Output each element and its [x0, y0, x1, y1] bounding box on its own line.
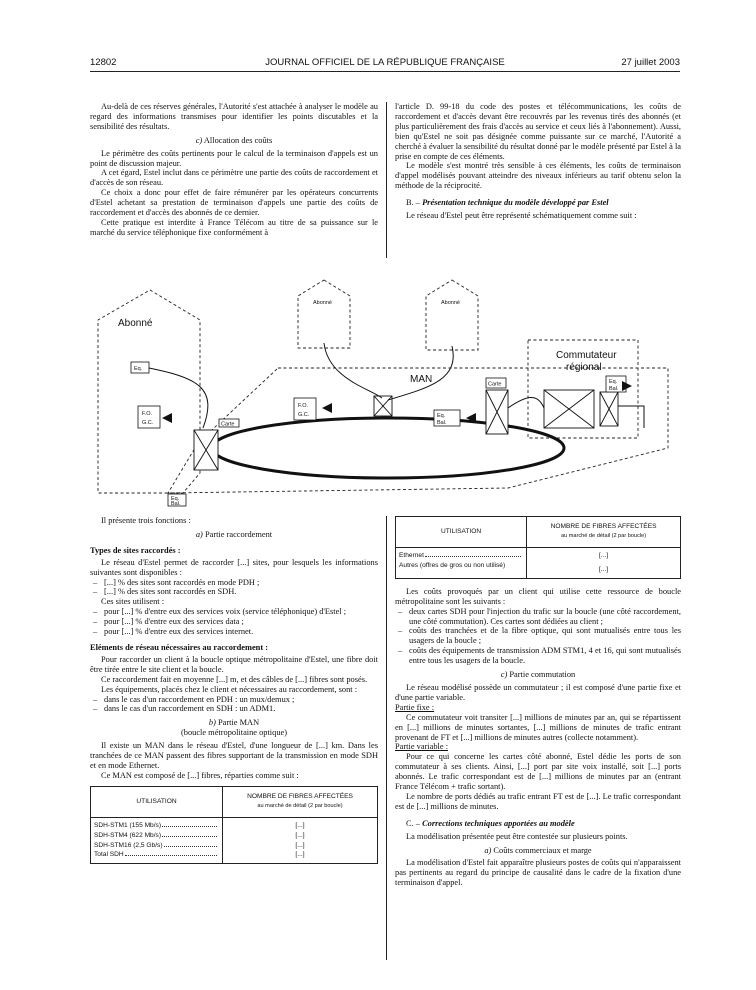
copper-link [324, 343, 382, 398]
list-item: – coûts des équipements de transmission ADM STM1, 4 et 16, qui sont mutualisés entre tous les usagers de la boucle. [395, 646, 681, 666]
paragraph: Les équipements, placés chez le client et nécessaires au raccordement, sont : [101, 684, 358, 694]
table-header [223, 786, 378, 817]
top-left-column [90, 102, 378, 238]
label-eq: Eq. [134, 366, 143, 372]
label-eq: Eq. [437, 413, 446, 419]
subheading-text: Partie commutation [509, 670, 576, 680]
subheading [395, 846, 681, 856]
paragraph: Pour ce qui concerne les cartes côté abonné, Estel dédie les ports de son commutateur à ses clients. Ainsi, [...] port par site voix installé, soit [...] ports abonnés. Le trafic correspondant est de [...] millions de minutes par an (entrant France Télécom + trafic sortant). [395, 752, 681, 792]
paragraph: Les coûts provoqués par un client qui utilise cette ressource de boucle métropolitaine sont les suivants : [395, 586, 681, 606]
label-gc: G.C. [142, 420, 154, 426]
list-item: – dans le cas d'un raccordement en PDH : un mux/demux ; [90, 695, 378, 705]
section-heading [395, 198, 681, 208]
fiber-table [395, 516, 681, 579]
paragraph: Ce MAN est composé de [...] fibres, réparties comme suit : [101, 770, 299, 780]
section-title: Corrections techniques apportées au modèle [422, 818, 575, 828]
table-header-main: NOMBRE DE FIBRES AFFECTÉES [247, 792, 353, 800]
list-item: – pour [...] % d'entre eux des services internet. [90, 627, 378, 637]
bold-heading: Types de sites raccordés : [90, 545, 181, 555]
copper-link [388, 346, 453, 400]
paragraph: Le réseau d'Estel permet de raccorder [...] sites, pour lesquels les informations suivantes sont disponibles : [90, 557, 378, 577]
paragraph: Ce choix a donc pour effet de faire rémunérer par les opérateurs concurrents d'Estel achetant sa prestation de terminaison d'appels une partie des coûts de raccordement et d'accès des abonnés de ce dernier. [90, 188, 378, 218]
row-label: SDH-STM4 (622 Mb/s) [94, 831, 162, 839]
column-rule [386, 102, 387, 258]
label-fo: F.O. [298, 403, 309, 409]
table-header-main: NOMBRE DE FIBRES AFFECTÉES [550, 523, 657, 531]
label-abonne-small: Abonné [313, 300, 332, 306]
table-cell [223, 817, 378, 864]
label-regional: régional [566, 362, 602, 373]
paragraph: Le nombre de ports dédiés au trafic entrant FT est de [...]. Le trafic correspondant est de [...] millions de minutes. [395, 791, 681, 811]
column-rule [386, 516, 387, 960]
list-item: – [...] % des sites sont raccordés en SDH. [90, 587, 378, 597]
label-eq: Eq. [171, 496, 180, 502]
label-gc: G.C. [298, 412, 310, 418]
paragraph: l'article D. 99-18 du code des postes et télécommunications, les coûts de raccordement et d'accès devant être recouvrés par les revenus tirés des abonnés (et plus particulièrement des frais d'accès au service et ceux liés à l'abonnement). Aussi, bien qu'Estel ne soit pas désignée comme puissante sur ce marché, l'Autorité a cherché à évaluer la sensibilité du résultat donné par le modèle présenté par Estel à la prise en compte de ces éléments. [395, 102, 681, 161]
paragraph: Le réseau d'Estel peut être représenté schématiquement comme suit : [406, 211, 637, 221]
paragraph: Cette pratique est interdite à France Télécom au titre de sa puissance sur le marché du service téléphonique fixe conformément à [90, 217, 378, 237]
underlined-label: Partie fixe : [395, 702, 435, 712]
paragraph: La modélisation présentée peut être contestée sur plusieurs points. [406, 831, 628, 841]
list-item: – coûts des tranchées et de la fibre optique, qui sont mutualisés entre tous les usagers de la boucle ; [395, 626, 681, 646]
label-man: MAN [410, 374, 433, 385]
label-bal: Bal. [609, 386, 619, 392]
arrow-icon [322, 403, 332, 413]
row-value: [...] [295, 821, 305, 829]
fiber-link [618, 406, 644, 428]
subheading-letter: c) [500, 670, 508, 680]
section-letter: C. – [406, 818, 420, 828]
paragraph: Ce raccordement fait en moyenne [...] m, et des câbles de [...] fibres sont posés. [101, 674, 368, 684]
paragraph: A cet égard, Estel inclut dans ce périmètre une partie des coûts de raccordement et d'accès de son réseau. [90, 168, 378, 188]
paragraph: Au-delà de ces réserves générales, l'Autorité s'est attachée à analyser le modèle au regard des informations transmises pour identifier les points discutables et la sensibilité des résultats. [90, 102, 378, 131]
table-header-sub: au marché de détail (2 par boucle) [560, 533, 647, 539]
row-value: [...] [295, 841, 305, 849]
row-label: SDH-STM16 (2,5 Gb/s) [94, 841, 163, 849]
subheading-letter: c) [195, 135, 203, 145]
table-row [399, 551, 523, 561]
journal-title: JOURNAL OFFICIEL DE LA RÉPUBLIQUE FRANÇAISE [265, 57, 505, 68]
man-loop [212, 418, 564, 478]
list-item: – deux cartes SDH pour l'injection du trafic sur la boucle (une côté raccordement, une côté commutation). Ces cartes sont dédiées au client ; [395, 607, 681, 627]
label-bal: Bal. [437, 420, 447, 426]
subheading-text: Partie raccordement [204, 529, 273, 539]
table-header: UTILISATION [396, 517, 527, 548]
row-value: [...] [598, 552, 609, 559]
paragraph: Le modèle s'est montré très sensible à ces éléments, les coûts de terminaison d'appel modélisés pouvant atteindre des niveaux inférieurs au tarif obtenu selon la méthode de la réciprocité. [395, 161, 681, 191]
bold-heading: Eléments de réseau nécessaires au raccordement : [90, 642, 269, 652]
bottom-right-column [395, 516, 681, 888]
label-abonne-small: Abonné [441, 300, 460, 306]
label-carte: Carte [221, 421, 235, 428]
paragraph: Il existe un MAN dans le réseau d'Estel, d'une longueur de [...] km. Dans les tranchées de ce MAN passent des fibres supportant de la transmission en mode SDH et en mode Ethernet. [90, 741, 378, 770]
paragraph: Pour raccorder un client à la boucle optique métropolitaine d'Estel, une fibre doit être tirée entre le site client et la boucle. [90, 654, 378, 674]
label-abonne: Abonné [118, 318, 153, 329]
table-cell [91, 817, 223, 864]
paragraph: La modélisation d'Estel fait apparaître plusieurs postes de coûts qui n'apparaissent pas pertinents au regard du principe de causalité dans le cadre de la fixation d'une terminaison d'appel. [395, 858, 681, 888]
table-row [399, 561, 523, 571]
table-row [94, 841, 219, 851]
arrow-icon [162, 413, 172, 423]
label-carte: Carte [488, 381, 502, 388]
page-number: 12802 [90, 57, 117, 68]
subheading-letter: a) [195, 529, 203, 539]
fiber-table [90, 786, 378, 865]
table-cell [527, 548, 681, 579]
label-bal: Bal. [171, 501, 181, 507]
row-label: SDH-STM1 (155 Mb/s) [94, 821, 162, 829]
subheading [90, 136, 378, 146]
label-commutateur: Commutateur [556, 350, 617, 361]
subscriber-zone-small-2 [426, 280, 478, 350]
arrow-icon [622, 381, 632, 391]
network-diagram [88, 268, 682, 508]
subheading-text: Partie MAN [217, 718, 260, 728]
paragraph: Il présente trois fonctions : [101, 516, 191, 525]
subheading-letter: a) [484, 845, 492, 855]
paragraph: Le périmètre des coûts pertinents pour le calcul de la terminaison d'appels est un point de discussion majeur. [90, 148, 378, 168]
table-header: UTILISATION [91, 786, 223, 817]
subheading-letter: b) [208, 718, 216, 728]
top-right-column [395, 102, 681, 221]
subheading [90, 530, 378, 540]
list-item: – pour [...] % d'entre eux des services data ; [90, 617, 378, 627]
paragraph: Ce commutateur voit transiter [...] millions de minutes par an, qui se répartissent en [...] millions de minutes sortantes, [...] millions de minutes de trafic entrant provenant de FT et [...] millions de minutes autres (collecte notamment). [395, 712, 681, 742]
table-cell [396, 548, 527, 579]
page-header [90, 57, 680, 71]
row-value: [...] [295, 851, 305, 859]
table-row [94, 850, 219, 860]
subheading [395, 670, 681, 680]
fiber-link [508, 398, 544, 409]
issue-date: 27 juillet 2003 [621, 57, 680, 68]
section-heading [395, 819, 681, 829]
network-diagram-svg [88, 268, 682, 508]
row-label: Total SDH [94, 851, 124, 859]
underlined-label: Partie variable : [395, 742, 449, 752]
row-label: Autres (offres de gros ou non utilisé) [399, 561, 506, 569]
subheading-text: Allocation des coûts [203, 135, 273, 145]
table-row [94, 821, 219, 831]
header-rule [90, 71, 680, 72]
paragraph: Ces sites utilisent : [101, 597, 165, 607]
subheading-text: Coûts commerciaux et marge [493, 845, 592, 855]
table-header-sub: au marché de détail (2 par boucle) [257, 802, 343, 809]
row-label: Ethernet [399, 552, 424, 559]
section-letter: B. – [406, 198, 420, 208]
list-item: – [...] % des sites sont raccordés en mode PDH ; [90, 578, 378, 588]
list-item: – pour [...] % d'entre eux des services voix (service téléphonique) d'Estel ; [90, 607, 378, 617]
label-fo: F.O. [142, 411, 153, 417]
section-title: Présentation technique du modèle développé par Estel [422, 198, 609, 208]
table-header [527, 517, 681, 548]
subscriber-zone-small-1 [298, 280, 350, 348]
label-eq: Eq. [609, 379, 618, 385]
row-value: [...] [295, 831, 305, 839]
list-item: – dans le cas d'un raccordement en SDH : un ADM1. [90, 704, 378, 714]
subheading [90, 718, 378, 728]
paragraph: Le réseau modélisé possède un commutateur ; il est composé d'une partie fixe et d'une partie variable. [395, 682, 681, 702]
row-value: [...] [598, 565, 609, 573]
subheading-note: (boucle métropolitaine optique) [180, 728, 288, 738]
table-row [94, 831, 219, 841]
bottom-left-column [90, 516, 378, 872]
